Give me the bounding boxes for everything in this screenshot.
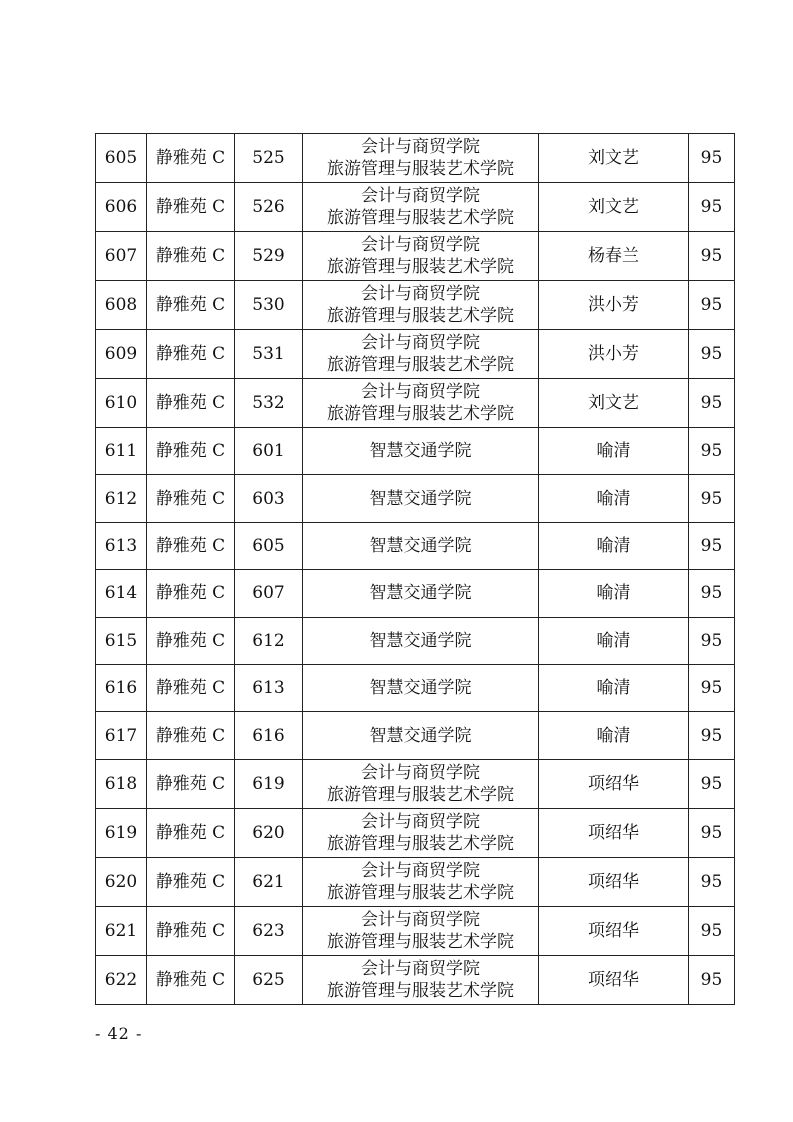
college-cell bbox=[303, 617, 539, 664]
building-cell: 静雅苑 C bbox=[147, 330, 235, 379]
building-cell: 静雅苑 C bbox=[147, 379, 235, 428]
table-row bbox=[96, 475, 735, 522]
room-cell: 530 bbox=[235, 281, 303, 330]
college-name: 旅游管理与服装艺术学院 bbox=[327, 159, 514, 179]
college-name: 会计与商贸学院 bbox=[361, 762, 480, 783]
person-cell: 刘文艺 bbox=[539, 183, 689, 232]
college-name: 旅游管理与服装艺术学院 bbox=[327, 404, 514, 424]
table-row bbox=[96, 808, 735, 857]
person-cell: 洪小芳 bbox=[539, 330, 689, 379]
college-cell bbox=[303, 808, 539, 857]
college-name: 旅游管理与服装艺术学院 bbox=[327, 784, 514, 805]
building-cell: 静雅苑 C bbox=[147, 570, 235, 617]
table-row bbox=[96, 712, 735, 759]
score-cell: 95 bbox=[689, 232, 735, 281]
person-cell: 洪小芳 bbox=[539, 281, 689, 330]
person-cell: 喻清 bbox=[539, 475, 689, 522]
room-cell: 623 bbox=[235, 906, 303, 955]
room-cell: 607 bbox=[235, 570, 303, 617]
seq-cell: 608 bbox=[96, 281, 147, 330]
person-cell: 喻清 bbox=[539, 570, 689, 617]
college-name: 智慧交通学院 bbox=[369, 535, 472, 556]
seq-cell: 619 bbox=[96, 808, 147, 857]
table-row bbox=[96, 379, 735, 428]
college-name: 会计与商贸学院 bbox=[361, 284, 480, 304]
room-cell: 613 bbox=[235, 664, 303, 711]
college-cell bbox=[303, 183, 539, 232]
college-name: 智慧交通学院 bbox=[369, 488, 472, 509]
college-name: 会计与商贸学院 bbox=[361, 235, 480, 255]
college-name: 旅游管理与服装艺术学院 bbox=[327, 931, 514, 952]
college-cell bbox=[303, 759, 539, 808]
building-cell: 静雅苑 C bbox=[147, 232, 235, 281]
person-cell: 刘文艺 bbox=[539, 134, 689, 183]
table-row bbox=[96, 759, 735, 808]
table-row bbox=[96, 281, 735, 330]
room-cell: 616 bbox=[235, 712, 303, 759]
college-cell bbox=[303, 570, 539, 617]
person-cell: 项绍华 bbox=[539, 906, 689, 955]
person-cell: 喻清 bbox=[539, 712, 689, 759]
score-cell: 95 bbox=[689, 808, 735, 857]
room-cell: 525 bbox=[235, 134, 303, 183]
seq-cell: 618 bbox=[96, 759, 147, 808]
score-cell: 95 bbox=[689, 857, 735, 906]
college-name: 智慧交通学院 bbox=[369, 678, 472, 699]
building-cell: 静雅苑 C bbox=[147, 955, 235, 1004]
college-cell bbox=[303, 330, 539, 379]
table-row bbox=[96, 183, 735, 232]
college-cell bbox=[303, 428, 539, 475]
seq-cell: 617 bbox=[96, 712, 147, 759]
building-cell: 静雅苑 C bbox=[147, 522, 235, 569]
college-name: 旅游管理与服装艺术学院 bbox=[327, 306, 514, 326]
dormitory-score-table bbox=[95, 133, 735, 1005]
person-cell: 喻清 bbox=[539, 428, 689, 475]
table-row bbox=[96, 906, 735, 955]
table-row bbox=[96, 664, 735, 711]
table-row bbox=[96, 570, 735, 617]
college-cell bbox=[303, 475, 539, 522]
score-cell: 95 bbox=[689, 955, 735, 1004]
building-cell: 静雅苑 C bbox=[147, 808, 235, 857]
college-cell bbox=[303, 664, 539, 711]
college-name: 会计与商贸学院 bbox=[361, 811, 480, 832]
college-name: 旅游管理与服装艺术学院 bbox=[327, 833, 514, 854]
seq-cell: 613 bbox=[96, 522, 147, 569]
room-cell: 526 bbox=[235, 183, 303, 232]
college-cell bbox=[303, 522, 539, 569]
table-row bbox=[96, 232, 735, 281]
college-name: 会计与商贸学院 bbox=[361, 860, 480, 881]
room-cell: 620 bbox=[235, 808, 303, 857]
table-row bbox=[96, 428, 735, 475]
college-name: 旅游管理与服装艺术学院 bbox=[327, 257, 514, 277]
college-name: 会计与商贸学院 bbox=[361, 186, 480, 206]
score-cell: 95 bbox=[689, 475, 735, 522]
table-body bbox=[96, 134, 735, 1005]
person-cell: 杨春兰 bbox=[539, 232, 689, 281]
college-cell bbox=[303, 379, 539, 428]
room-cell: 625 bbox=[235, 955, 303, 1004]
score-cell: 95 bbox=[689, 617, 735, 664]
building-cell: 静雅苑 C bbox=[147, 617, 235, 664]
building-cell: 静雅苑 C bbox=[147, 134, 235, 183]
person-cell: 项绍华 bbox=[539, 955, 689, 1004]
person-cell: 项绍华 bbox=[539, 857, 689, 906]
seq-cell: 605 bbox=[96, 134, 147, 183]
seq-cell: 611 bbox=[96, 428, 147, 475]
seq-cell: 616 bbox=[96, 664, 147, 711]
table-row bbox=[96, 955, 735, 1004]
room-cell: 605 bbox=[235, 522, 303, 569]
college-cell bbox=[303, 281, 539, 330]
score-cell: 95 bbox=[689, 570, 735, 617]
building-cell: 静雅苑 C bbox=[147, 281, 235, 330]
score-cell: 95 bbox=[689, 522, 735, 569]
score-cell: 95 bbox=[689, 712, 735, 759]
seq-cell: 620 bbox=[96, 857, 147, 906]
college-name: 智慧交通学院 bbox=[369, 725, 472, 746]
college-cell bbox=[303, 955, 539, 1004]
person-cell: 喻清 bbox=[539, 664, 689, 711]
table-row bbox=[96, 522, 735, 569]
room-cell: 621 bbox=[235, 857, 303, 906]
college-name: 会计与商贸学院 bbox=[361, 958, 480, 979]
building-cell: 静雅苑 C bbox=[147, 906, 235, 955]
person-cell: 项绍华 bbox=[539, 808, 689, 857]
building-cell: 静雅苑 C bbox=[147, 475, 235, 522]
score-cell: 95 bbox=[689, 428, 735, 475]
room-cell: 612 bbox=[235, 617, 303, 664]
college-cell bbox=[303, 712, 539, 759]
page-number: - 42 - bbox=[95, 1024, 143, 1043]
college-name: 旅游管理与服装艺术学院 bbox=[327, 355, 514, 375]
college-name: 会计与商贸学院 bbox=[361, 909, 480, 930]
room-cell: 601 bbox=[235, 428, 303, 475]
room-cell: 619 bbox=[235, 759, 303, 808]
score-cell: 95 bbox=[689, 759, 735, 808]
person-cell: 喻清 bbox=[539, 522, 689, 569]
room-cell: 531 bbox=[235, 330, 303, 379]
score-cell: 95 bbox=[689, 134, 735, 183]
building-cell: 静雅苑 C bbox=[147, 664, 235, 711]
seq-cell: 614 bbox=[96, 570, 147, 617]
seq-cell: 615 bbox=[96, 617, 147, 664]
seq-cell: 622 bbox=[96, 955, 147, 1004]
score-cell: 95 bbox=[689, 906, 735, 955]
building-cell: 静雅苑 C bbox=[147, 183, 235, 232]
room-cell: 532 bbox=[235, 379, 303, 428]
college-cell bbox=[303, 232, 539, 281]
score-cell: 95 bbox=[689, 664, 735, 711]
seq-cell: 607 bbox=[96, 232, 147, 281]
person-cell: 刘文艺 bbox=[539, 379, 689, 428]
college-name: 旅游管理与服装艺术学院 bbox=[327, 208, 514, 228]
score-cell: 95 bbox=[689, 281, 735, 330]
college-name: 智慧交通学院 bbox=[369, 441, 472, 462]
building-cell: 静雅苑 C bbox=[147, 759, 235, 808]
college-name: 会计与商贸学院 bbox=[361, 137, 480, 157]
building-cell: 静雅苑 C bbox=[147, 712, 235, 759]
college-cell bbox=[303, 134, 539, 183]
score-cell: 95 bbox=[689, 330, 735, 379]
college-cell bbox=[303, 857, 539, 906]
room-cell: 529 bbox=[235, 232, 303, 281]
seq-cell: 621 bbox=[96, 906, 147, 955]
college-name: 旅游管理与服装艺术学院 bbox=[327, 980, 514, 1001]
building-cell: 静雅苑 C bbox=[147, 857, 235, 906]
college-name: 会计与商贸学院 bbox=[361, 382, 480, 402]
table-row bbox=[96, 857, 735, 906]
table-row bbox=[96, 134, 735, 183]
building-cell: 静雅苑 C bbox=[147, 428, 235, 475]
person-cell: 喻清 bbox=[539, 617, 689, 664]
college-name: 会计与商贸学院 bbox=[361, 333, 480, 353]
room-cell: 603 bbox=[235, 475, 303, 522]
college-name: 智慧交通学院 bbox=[369, 583, 472, 604]
table-row bbox=[96, 330, 735, 379]
college-name: 智慧交通学院 bbox=[369, 630, 472, 651]
score-cell: 95 bbox=[689, 379, 735, 428]
college-cell bbox=[303, 906, 539, 955]
table-row bbox=[96, 617, 735, 664]
seq-cell: 610 bbox=[96, 379, 147, 428]
score-cell: 95 bbox=[689, 183, 735, 232]
seq-cell: 612 bbox=[96, 475, 147, 522]
seq-cell: 609 bbox=[96, 330, 147, 379]
college-name: 旅游管理与服装艺术学院 bbox=[327, 882, 514, 903]
person-cell: 项绍华 bbox=[539, 759, 689, 808]
seq-cell: 606 bbox=[96, 183, 147, 232]
